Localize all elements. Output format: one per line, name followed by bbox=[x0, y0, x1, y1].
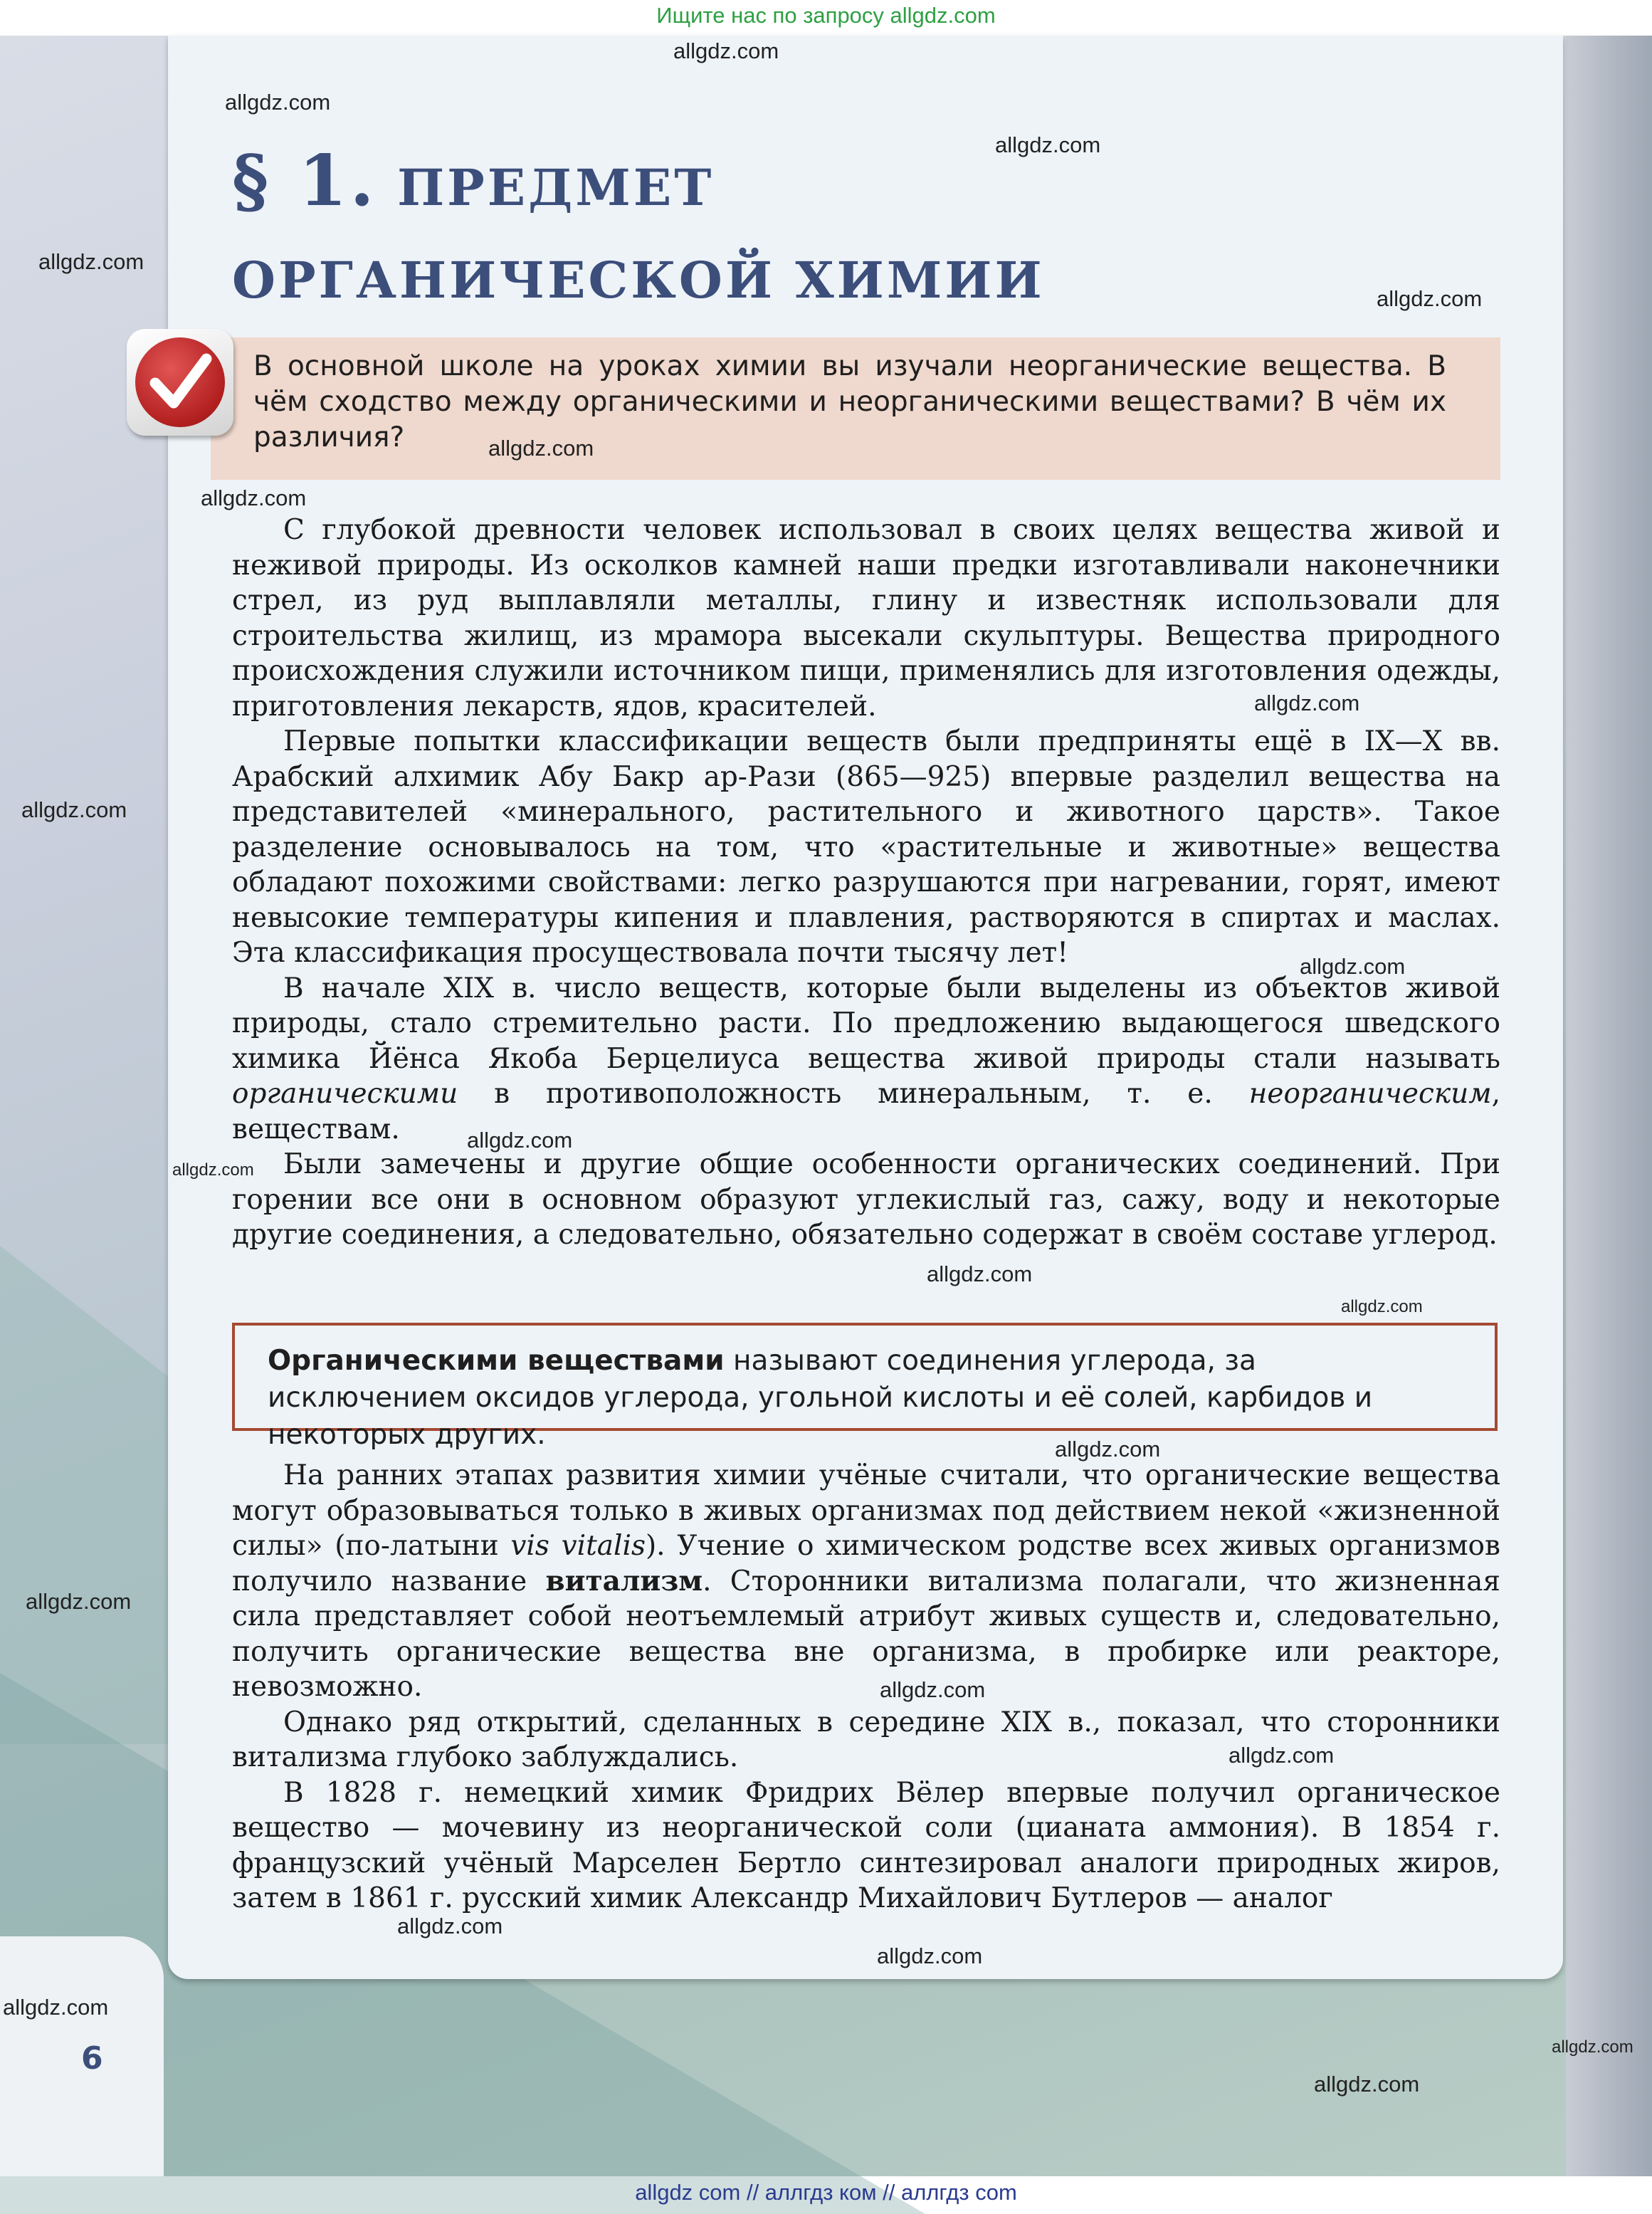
watermark: allgdz.com bbox=[880, 1677, 986, 1702]
paragraph-3: В начале XIX в. число веществ, которые были выделены из объектов живой природы, стало стремительно расти. По предложению выдающегося шведского химика Йёнса Якоба Берцелиуса вещества живой природы стали называть органическими в противоположность минеральным, т. е. неорганическим, веществам. bbox=[232, 972, 1500, 1145]
watermark: allgdz.com bbox=[1229, 1743, 1335, 1768]
definition-term: Органическими веществами bbox=[268, 1345, 725, 1377]
section-title bbox=[232, 135, 1045, 327]
page-number: 6 bbox=[81, 2040, 103, 2077]
watermark: allgdz.com bbox=[1552, 2037, 1633, 2057]
term-inorganic: неорганическим bbox=[1248, 1078, 1492, 1110]
section-number: § 1. bbox=[232, 140, 377, 222]
watermark: allgdz.com bbox=[3, 1995, 109, 2020]
watermark: allgdz.com bbox=[1377, 286, 1483, 311]
watermark: allgdz.com bbox=[38, 249, 144, 274]
watermark: allgdz.com bbox=[201, 486, 307, 510]
watermark: allgdz.com bbox=[1300, 954, 1406, 979]
paragraph-1: С глубокой древности человек использовал в своих целях вещества живой и неживой природы. Из осколков камней наши предки изготавливали наконечники стрел, из руд выплавляли металлы, глину и известняк использовали для строительства жилищ, из мрамора высекали скульптуры. Вещества природного происхождения служили источником пищи, применялись для изготовления одежды, приготовления лекарств, ядов, красителей. bbox=[232, 514, 1500, 723]
watermark: allgdz.com bbox=[21, 797, 127, 822]
watermark: allgdz.com bbox=[225, 90, 331, 115]
term-vitalism: витализм bbox=[545, 1564, 703, 1597]
watermark: allgdz.com bbox=[927, 1261, 1033, 1286]
text-block-2 bbox=[232, 1458, 1500, 1916]
watermark: allgdz.com bbox=[467, 1128, 573, 1153]
watermark: allgdz.com bbox=[1055, 1437, 1161, 1462]
paragraph-7: В 1828 г. немецкий химик Фридрих Вёлер впервые получил органическое вещество — мочевину из неорганической соли (цианата аммония). В 1854 г. французский учёный Марселен Бертло синтезировал аналоги природных жиров, затем в 1861 г. русский химик Александр Михайлович Бутлеров — аналог bbox=[232, 1776, 1500, 1914]
latin-term: vis vitalis bbox=[510, 1530, 646, 1562]
watermark: allgdz.com bbox=[1314, 2072, 1420, 2097]
top-banner[interactable]: Ищите нас по запросу allgdz.com bbox=[656, 3, 996, 28]
watermark: allgdz.com bbox=[673, 38, 779, 63]
title-line2: ОРГАНИЧЕСКОЙ ХИМИИ bbox=[232, 251, 1045, 310]
paragraph-2: Первые попытки классификации веществ были предприняты ещё в IX—X вв. Арабский алхимик Абу Бакр ар-Рази (865—925) впервые разделил вещества на представителей «минерального, растительного и животного царств». Такое разделение основывалось на том, что «растительные и животные» вещества обладают похожими свойствами: легко разрушаются при нагревании, горят, имеют невысокие температуры кипения и плавления, растворяются в спиртах и маслах. Эта классификация просуществовала почти тысячу лет! bbox=[232, 725, 1500, 969]
definition-text: Органическими веществами называют соединения углерода, за исключением оксидов углерода, угольной кислоты и её солей, карбидов и некоторых других. bbox=[268, 1345, 1373, 1451]
paragraph-5: На ранних этапах развития химии учёные считали, что органические вещества могут образовываться только в живых организмах под действием некой «жизненной силы» (по-латыни vis vitalis). Учение о химическом родстве всех живых организмов получило название витализм. Сторонники витализма полагали, что жизненная сила представляет собой неотъемлемый атрибут живых существ и, следовательно, получить органические вещества вне организма, в пробирке или реакторе, невозможно. bbox=[232, 1459, 1500, 1703]
title-line1: ПРЕДМЕТ bbox=[397, 158, 715, 217]
watermark: allgdz.com bbox=[877, 1943, 983, 1968]
text-block-1 bbox=[232, 513, 1500, 1253]
watermark: allgdz.com bbox=[26, 1589, 132, 1614]
watermark: allgdz.com bbox=[995, 132, 1101, 157]
question-text: В основной школе на уроках химии вы изучали неорганические вещества. В чём сходство между органическими и неорганическими веществами? В чём их различия? bbox=[253, 350, 1446, 453]
bottom-banner[interactable]: allgdz com // аллгдз ком // аллгдз com bbox=[635, 2180, 1017, 2205]
page-edge bbox=[1566, 36, 1652, 2176]
check-glyph-icon bbox=[135, 337, 225, 427]
watermark: allgdz.com bbox=[488, 436, 594, 461]
paragraph-6: Однако ряд открытий, сделанных в середине XIX в., показал, что сторонники витализма глубоко заблуждались. bbox=[232, 1706, 1500, 1773]
watermark: allgdz.com bbox=[1341, 1297, 1423, 1316]
checkmark-icon bbox=[127, 329, 233, 436]
watermark: allgdz.com bbox=[172, 1160, 254, 1180]
term-organic: органическими bbox=[232, 1078, 458, 1110]
watermark: allgdz.com bbox=[1254, 691, 1360, 715]
paragraph-4: Были замечены и другие общие особенности органических соединений. При горении все они в основном образуют углекислый газ, сажу, воду и некоторые другие соединения, а следовательно, обязательно содержат в своём составе углерод. bbox=[232, 1148, 1500, 1251]
watermark: allgdz.com bbox=[397, 1914, 503, 1938]
